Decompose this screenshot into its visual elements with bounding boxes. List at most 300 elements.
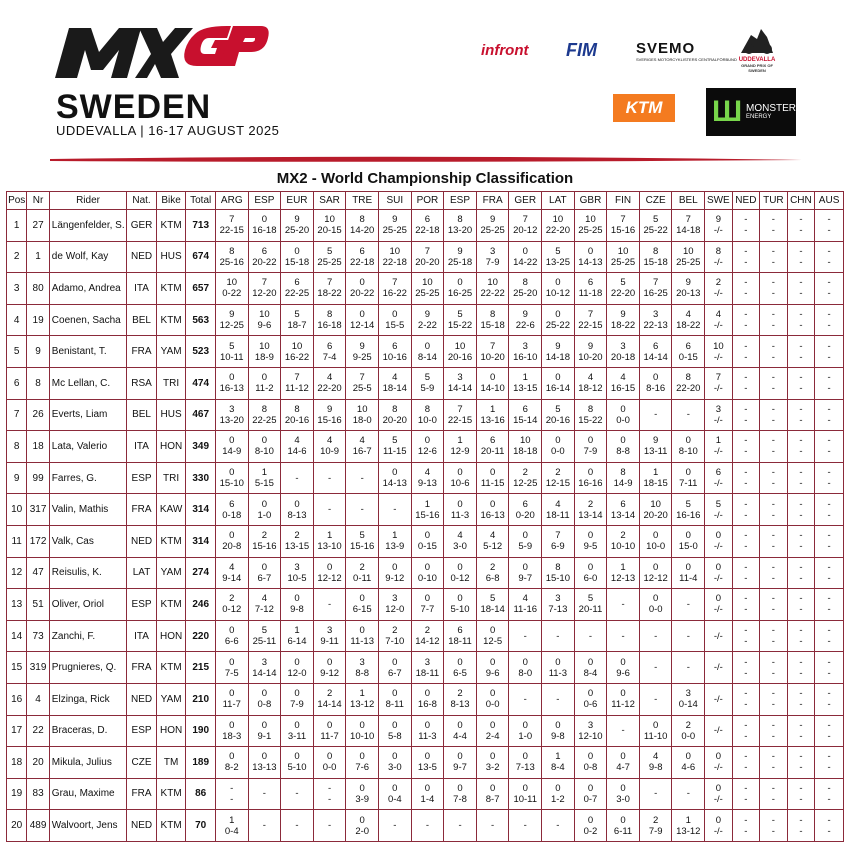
round-points: - <box>799 656 803 668</box>
round-cell <box>346 241 379 273</box>
round-points: 0 <box>620 435 626 447</box>
round-points: - <box>556 630 560 642</box>
round-cell <box>672 273 705 305</box>
round-points: 5 <box>294 309 300 321</box>
round-points: 0 <box>457 498 463 510</box>
round-heat-scores: 20-15 <box>317 225 342 237</box>
round-points: - <box>827 340 831 352</box>
round-points: 2 <box>555 467 561 479</box>
round-cell <box>346 778 379 810</box>
round-points: 0 <box>620 782 626 794</box>
round-cell <box>732 462 760 494</box>
column-header: CHN <box>787 192 815 210</box>
round-cell <box>509 557 542 589</box>
round-cell <box>787 399 815 431</box>
round-cell <box>607 810 640 842</box>
round-points: - <box>771 435 775 447</box>
position-cell: 13 <box>7 589 27 621</box>
round-heat-scores: 20-20 <box>415 256 440 268</box>
round-points: 0 <box>229 530 235 542</box>
round-cell <box>815 589 844 621</box>
round-points: 10 <box>585 214 596 226</box>
round-cell <box>705 336 733 368</box>
uddevalla-logo-text: UDDEVALLA <box>738 57 776 63</box>
table-row <box>7 747 844 779</box>
round-heat-scores: 18-14 <box>382 383 407 395</box>
column-header: TRE <box>346 192 379 210</box>
round-cell <box>476 652 509 684</box>
round-points: 9 <box>294 214 300 226</box>
round-cell <box>444 431 477 463</box>
number-cell: 83 <box>27 778 49 810</box>
round-points: 8 <box>685 372 691 384</box>
round-heat-scores: 25-20 <box>284 225 310 237</box>
round-cell <box>281 683 314 715</box>
round-heat-scores: 11-18 <box>578 288 603 300</box>
total-cell: 215 <box>186 652 216 684</box>
round-cell <box>732 367 760 399</box>
round-heat-scores: 18-11 <box>415 667 440 679</box>
round-cell <box>411 557 444 589</box>
round-cell <box>732 747 760 779</box>
round-points: 0 <box>620 403 626 415</box>
round-points: 0 <box>489 688 496 700</box>
round-points: 0 <box>326 751 333 763</box>
round-cell <box>705 652 733 684</box>
round-heat-scores: 1-2 <box>550 793 565 805</box>
round-heat-scores: 18-22 <box>610 320 636 332</box>
total-cell: 563 <box>186 304 216 336</box>
round-points: 10 <box>650 498 661 510</box>
rider-cell: Farres, G. <box>49 462 126 494</box>
round-points: 0 <box>489 719 496 731</box>
round-cell <box>574 525 607 557</box>
round-cell <box>787 431 815 463</box>
nationality-cell: GER <box>127 210 157 242</box>
round-points: - <box>523 693 527 705</box>
round-cell <box>542 810 575 842</box>
round-heat-scores: - <box>771 604 775 616</box>
position-cell: 5 <box>7 336 27 368</box>
round-points: 10 <box>356 403 368 415</box>
round-points: 0 <box>424 561 431 573</box>
round-points: - <box>744 340 748 352</box>
nationality-cell: ITA <box>127 431 157 463</box>
rider-cell: Elzinga, Rick <box>49 683 126 715</box>
round-heat-scores: 12-15 <box>545 478 570 490</box>
round-heat-scores: 13-13 <box>252 762 277 774</box>
round-cell <box>732 241 760 273</box>
round-points: 7 <box>326 277 333 289</box>
position-cell: 1 <box>7 210 27 242</box>
position-cell: 2 <box>7 241 27 273</box>
round-cell <box>476 273 509 305</box>
round-heat-scores: 9-1 <box>257 730 272 742</box>
position-cell: 11 <box>7 525 27 557</box>
round-cell <box>607 747 640 779</box>
round-cell <box>542 525 575 557</box>
round-points: 2 <box>653 814 659 826</box>
round-heat-scores: 14-13 <box>578 256 603 268</box>
round-heat-scores: 2-0 <box>355 825 370 837</box>
round-cell <box>787 241 815 273</box>
round-cell <box>411 589 444 621</box>
round-heat-scores: - <box>744 478 748 490</box>
round-heat-scores: 12-14 <box>350 320 375 332</box>
round-heat-scores: - <box>827 288 831 300</box>
round-heat-scores: 25-25 <box>578 225 603 237</box>
round-points: - <box>827 435 831 447</box>
round-cell <box>215 525 248 557</box>
round-cell <box>411 778 444 810</box>
total-cell: 330 <box>186 462 216 494</box>
round-cell <box>346 304 379 336</box>
round-heat-scores: 20-22 <box>350 288 375 300</box>
round-points: 1 <box>620 561 626 573</box>
round-heat-scores: 15-18 <box>643 256 668 268</box>
bike-cell: YAM <box>156 336 186 368</box>
round-heat-scores: 0-18 <box>222 509 242 521</box>
round-heat-scores: 15-18 <box>480 320 505 332</box>
round-heat-scores: 8-7 <box>485 793 500 805</box>
round-heat-scores: 16-18 <box>252 225 277 237</box>
round-points: 0 <box>587 561 594 573</box>
round-heat-scores: - <box>771 288 775 300</box>
event-title: SWEDEN <box>56 88 212 126</box>
round-heat-scores: 11-15 <box>383 446 407 458</box>
round-cell <box>760 241 788 273</box>
table-row <box>7 683 844 715</box>
nationality-cell: ESP <box>127 715 157 747</box>
number-cell: 4 <box>27 683 49 715</box>
round-points: 3 <box>522 340 528 352</box>
round-cell <box>760 652 788 684</box>
round-points: 0 <box>294 656 300 668</box>
round-points: 0 <box>457 782 463 794</box>
round-heat-scores: 7-7 <box>420 604 435 616</box>
round-cell <box>248 557 281 589</box>
round-points: 3 <box>392 593 398 605</box>
round-points: 2 <box>522 467 528 479</box>
round-heat-scores: 18-14 <box>480 604 505 616</box>
round-points: 6 <box>522 498 528 510</box>
round-heat-scores: 13-9 <box>385 541 405 553</box>
round-cell <box>476 462 509 494</box>
nationality-cell: FRA <box>127 336 157 368</box>
round-cell <box>248 273 281 305</box>
round-points: - <box>771 688 775 700</box>
round-heat-scores: 9-6 <box>485 667 500 679</box>
table-row <box>7 273 844 305</box>
round-cell <box>444 620 477 652</box>
round-points: 0 <box>261 214 268 226</box>
round-cell <box>639 778 672 810</box>
number-cell: 489 <box>27 810 49 842</box>
round-heat-scores: 7-9 <box>485 256 500 268</box>
monster-logo-text: MONSTER <box>746 103 796 114</box>
round-cell <box>787 462 815 494</box>
round-heat-scores: 11-3 <box>418 730 437 742</box>
round-cell <box>607 652 640 684</box>
round-cell <box>607 462 640 494</box>
table-row <box>7 210 844 242</box>
round-cell <box>705 557 733 589</box>
round-heat-scores: 5-15 <box>254 478 274 490</box>
bike-cell: KTM <box>156 210 186 242</box>
round-points: 2 <box>489 561 496 573</box>
round-cell <box>542 620 575 652</box>
round-heat-scores: 11-7 <box>320 730 339 742</box>
round-heat-scores: 6-8 <box>485 572 500 584</box>
round-cell <box>411 336 444 368</box>
round-cell <box>639 399 672 431</box>
round-cell <box>732 557 760 589</box>
round-points: 8 <box>620 467 626 479</box>
round-cell <box>542 683 575 715</box>
round-cell <box>346 715 379 747</box>
round-heat-scores: 15-0 <box>678 541 698 553</box>
round-heat-scores: 12-13 <box>610 572 636 584</box>
round-heat-scores: 20-12 <box>513 225 538 237</box>
round-points: 0 <box>392 561 398 573</box>
round-cell <box>672 652 705 684</box>
table-header-row <box>7 192 844 210</box>
round-heat-scores: -/- <box>713 762 723 774</box>
round-cell <box>787 589 815 621</box>
total-cell: 467 <box>186 399 216 431</box>
round-points: 10 <box>422 277 433 289</box>
round-cell <box>215 399 248 431</box>
nationality-cell: ESP <box>127 462 157 494</box>
round-cell <box>476 431 509 463</box>
round-heat-scores: - <box>744 699 748 711</box>
bike-cell: KTM <box>156 810 186 842</box>
round-cell <box>639 431 672 463</box>
round-points: 0 <box>261 719 268 731</box>
rider-cell: de Wolf, Kay <box>49 241 126 273</box>
round-points: 10 <box>519 435 531 447</box>
round-points: 0 <box>715 530 721 542</box>
round-cell <box>732 431 760 463</box>
round-heat-scores: 14-13 <box>382 478 407 490</box>
total-cell: 220 <box>186 620 216 652</box>
number-cell: 8 <box>27 367 49 399</box>
round-cell <box>379 494 412 526</box>
round-cell <box>215 683 248 715</box>
round-heat-scores: 18-11 <box>546 509 570 521</box>
round-heat-scores: 20-20 <box>643 509 668 521</box>
round-points: 9 <box>424 309 431 321</box>
round-cell <box>379 336 412 368</box>
round-heat-scores: - <box>744 762 748 774</box>
rider-cell: Mc Lellan, C. <box>49 367 126 399</box>
total-cell: 314 <box>186 525 216 557</box>
round-points: 4 <box>489 530 496 542</box>
table-row <box>7 399 844 431</box>
round-heat-scores: -/- <box>713 793 723 805</box>
round-points: 9 <box>653 435 659 447</box>
round-cell <box>313 336 346 368</box>
round-heat-scores: 2-22 <box>417 320 437 332</box>
round-points: 9 <box>359 340 365 352</box>
round-points: - <box>686 409 690 421</box>
round-heat-scores: -/- <box>713 351 723 363</box>
round-points: 0 <box>294 688 300 700</box>
round-points: 0 <box>392 751 398 763</box>
round-heat-scores: 22-18 <box>350 256 375 268</box>
round-heat-scores: - <box>827 636 831 648</box>
round-cell <box>248 336 281 368</box>
round-heat-scores: 15-10 <box>545 572 570 584</box>
number-cell: 22 <box>27 715 49 747</box>
round-cell <box>509 747 542 779</box>
round-cell <box>760 210 788 242</box>
number-cell: 47 <box>27 557 49 589</box>
round-points: - <box>799 403 803 415</box>
round-cell <box>787 747 815 779</box>
round-cell <box>607 715 640 747</box>
round-heat-scores: 0-12 <box>450 572 470 584</box>
round-heat-scores: 20-16 <box>545 414 570 426</box>
round-heat-scores: - <box>827 793 831 805</box>
round-points: 5 <box>326 245 333 257</box>
round-points: - <box>771 372 775 384</box>
nationality-cell: FRA <box>127 778 157 810</box>
table-row <box>7 620 844 652</box>
round-points: 6 <box>489 435 496 447</box>
round-cell <box>672 367 705 399</box>
round-points: - <box>799 688 803 700</box>
bike-cell: KTM <box>156 525 186 557</box>
round-cell <box>815 494 844 526</box>
round-points: 6 <box>457 625 463 637</box>
round-heat-scores: 5-9 <box>518 541 533 553</box>
round-points: - <box>827 782 831 794</box>
header-divider <box>50 150 802 164</box>
round-cell <box>672 210 705 242</box>
round-heat-scores: 7-8 <box>453 793 467 805</box>
round-cell <box>379 525 412 557</box>
round-heat-scores: - <box>744 446 748 458</box>
round-points: 0 <box>715 593 721 605</box>
round-heat-scores: - <box>827 256 831 268</box>
round-heat-scores: - <box>744 256 748 268</box>
round-heat-scores: - <box>799 604 803 616</box>
round-heat-scores: - <box>799 667 803 679</box>
column-header: Bike <box>156 192 186 210</box>
round-cell <box>281 399 314 431</box>
round-points: 0 <box>653 530 659 542</box>
round-heat-scores: - <box>799 762 803 774</box>
round-points: 0 <box>392 719 398 731</box>
round-cell <box>815 210 844 242</box>
svemo-logo-subtext: SVERIGES MOTORCYKLISTERS CENTRALFÖRBUND <box>636 57 737 62</box>
round-heat-scores: 0-4 <box>387 793 402 805</box>
round-heat-scores: 13-16 <box>480 414 505 426</box>
round-heat-scores: 8-8 <box>616 446 630 458</box>
round-cell <box>281 304 314 336</box>
round-points: 0 <box>261 372 268 384</box>
round-heat-scores: 14-14 <box>252 667 277 679</box>
round-points: - <box>686 788 690 800</box>
round-cell <box>705 462 733 494</box>
column-header: POR <box>411 192 444 210</box>
round-heat-scores: - <box>827 351 831 363</box>
round-cell <box>444 810 477 842</box>
round-heat-scores: 16-25 <box>447 288 473 300</box>
rider-cell: Walvoort, Jens <box>49 810 126 842</box>
round-cell <box>411 494 444 526</box>
svemo-logo-text: SVEMO <box>636 40 696 57</box>
round-cell <box>313 431 346 463</box>
round-heat-scores: - <box>827 383 831 395</box>
round-cell <box>411 304 444 336</box>
round-cell <box>672 620 705 652</box>
round-points: 0 <box>653 593 659 605</box>
round-heat-scores: - <box>827 446 831 458</box>
round-points: 0 <box>457 467 463 479</box>
bike-cell: HON <box>156 431 186 463</box>
round-points: 0 <box>229 656 235 668</box>
round-cell <box>346 462 379 494</box>
round-points: 1 <box>392 530 398 542</box>
round-cell <box>574 557 607 589</box>
round-heat-scores: 13-12 <box>350 699 375 711</box>
round-points: 1 <box>359 688 365 700</box>
round-heat-scores: 1-0 <box>518 730 533 742</box>
round-cell <box>607 620 640 652</box>
round-cell <box>248 399 281 431</box>
round-cell <box>411 525 444 557</box>
round-heat-scores: 20-18 <box>610 351 636 363</box>
round-heat-scores: - <box>771 446 775 458</box>
round-heat-scores: 8-13 <box>450 699 470 711</box>
round-points: - <box>799 467 803 479</box>
round-points: 7 <box>620 214 626 226</box>
bike-cell: HUS <box>156 399 186 431</box>
round-cell <box>815 778 844 810</box>
round-points: - <box>588 630 593 642</box>
round-cell <box>313 462 346 494</box>
round-points: - <box>827 467 831 479</box>
round-cell <box>509 336 542 368</box>
round-points: - <box>827 309 831 321</box>
round-cell <box>639 557 672 589</box>
round-points: - <box>771 530 775 542</box>
round-cell <box>787 336 815 368</box>
round-points: 0 <box>457 277 463 289</box>
nationality-cell: RSA <box>127 367 157 399</box>
round-cell <box>476 620 509 652</box>
round-cell <box>379 304 412 336</box>
round-cell <box>672 557 705 589</box>
round-points: - <box>799 214 803 226</box>
round-points: 2 <box>294 530 300 542</box>
round-heat-scores: 12-20 <box>252 288 277 300</box>
round-points: 0 <box>620 751 626 763</box>
round-heat-scores: 15-14 <box>513 414 538 426</box>
round-points: 2 <box>261 530 268 542</box>
round-heat-scores: 12-12 <box>643 572 668 584</box>
round-heat-scores: 8-4 <box>550 762 565 774</box>
round-points: - <box>744 277 748 289</box>
round-heat-scores: - <box>799 478 803 490</box>
round-heat-scores: 0-12 <box>222 604 242 616</box>
rider-cell: Prugnieres, Q. <box>49 652 126 684</box>
round-points: - <box>393 820 397 832</box>
round-cell <box>476 589 509 621</box>
round-cell <box>444 683 477 715</box>
